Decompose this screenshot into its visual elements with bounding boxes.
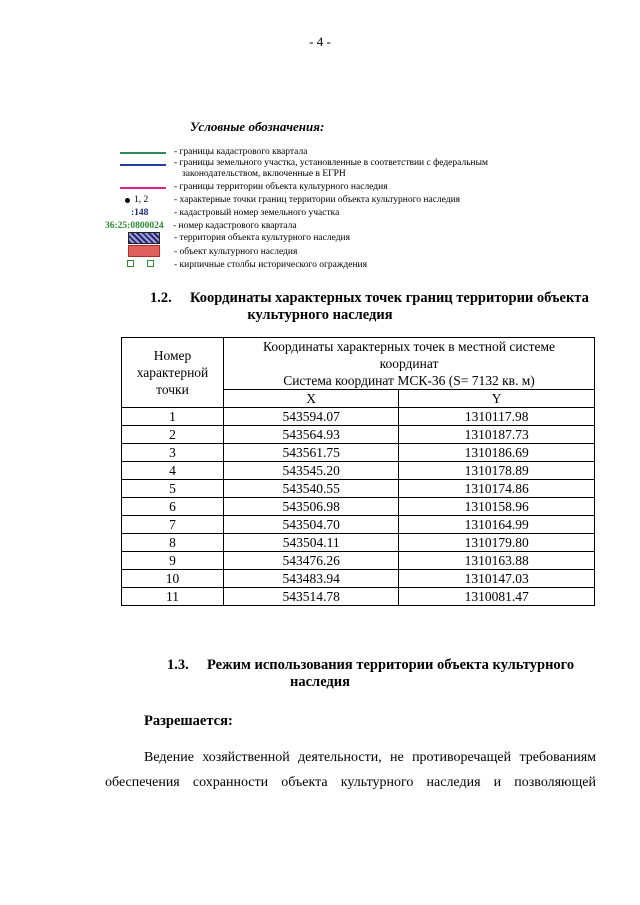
table-row: 9 543476.26 1310163.88 [122, 552, 595, 570]
legend-text: законодательством, включенные в ЕГРН [182, 169, 346, 179]
permitted-heading: Разрешается: [144, 713, 233, 729]
point-label: 1, 2 [134, 195, 149, 205]
table-row: 1 543594.07 1310117.98 [122, 408, 595, 426]
blue-line-symbol [120, 164, 166, 166]
legend-text: - кирпичные столбы исторического ограждения [174, 260, 367, 270]
legend-text: - границы территории объекта культурного наследия [174, 182, 388, 192]
section-title-cont: наследия [290, 674, 350, 690]
legend-text: - границы кадастрового квартала [174, 147, 308, 157]
section-number: 1.3. [167, 657, 189, 673]
red-box-icon [128, 245, 160, 257]
point-icon [125, 198, 130, 203]
table-row: 3 543561.75 1310186.69 [122, 444, 595, 462]
table-row: 5 543540.55 1310174.86 [122, 480, 595, 498]
paragraph-line: Ведение хозяйственной деятельности, не противоречащей требованиям [144, 750, 596, 765]
table-row: 7 543504.70 1310164.99 [122, 516, 595, 534]
coordinates-header: Координаты характерных точек в местной системе координат Система координат МСК-36 (S= 7132 кв. м) [224, 338, 595, 390]
table-row: 8 543504.11 1310179.80 [122, 534, 595, 552]
paragraph-line: обеспечения сохранности объекта культурного наследия и позволяющей [105, 775, 596, 790]
table-row: 6 543506.98 1310158.96 [122, 498, 595, 516]
table-row: 10 543483.94 1310147.03 [122, 570, 595, 588]
section-number: 1.2. [150, 290, 172, 306]
table-row: 2 543564.93 1310187.73 [122, 426, 595, 444]
legend-text: - объект культурного наследия [174, 247, 298, 257]
x-header: X [224, 390, 399, 408]
hatched-box-icon [128, 232, 160, 244]
legend-title: Условные обозначения: [190, 119, 325, 134]
legend-text: - номер кадастрового квартала [173, 221, 297, 231]
brick-pillar-icon [127, 260, 134, 267]
coordinates-table [121, 337, 595, 606]
y-header: Y [399, 390, 595, 408]
legend-text: - территория объекта культурного наследия [174, 233, 350, 243]
section-title-cont: культурного наследия [247, 307, 393, 323]
page-number: - 4 - [309, 34, 331, 49]
point-number-header: Номер характерной точки [122, 338, 224, 408]
table-row: 11 543514.78 1310081.47 [122, 588, 595, 606]
section-title: Режим использования территории объекта культурного [207, 657, 575, 673]
table-row: 4 543545.20 1310178.89 [122, 462, 595, 480]
parcel-number-label: :148 [131, 208, 149, 218]
legend-text: - границы земельного участка, установленные в соответствии с федеральным [174, 158, 489, 168]
legend-text: - кадастровый номер земельного участка [174, 208, 340, 218]
legend-text: - характерные точки границ территории объекта культурного наследия [174, 195, 461, 205]
green-line-symbol [120, 152, 166, 154]
brick-pillar-icon [147, 260, 154, 267]
magenta-line-symbol [120, 187, 166, 189]
quarter-number-label: 36:25:0800024 [105, 221, 164, 231]
section-title: Координаты характерных точек границ территории объекта [190, 290, 589, 306]
